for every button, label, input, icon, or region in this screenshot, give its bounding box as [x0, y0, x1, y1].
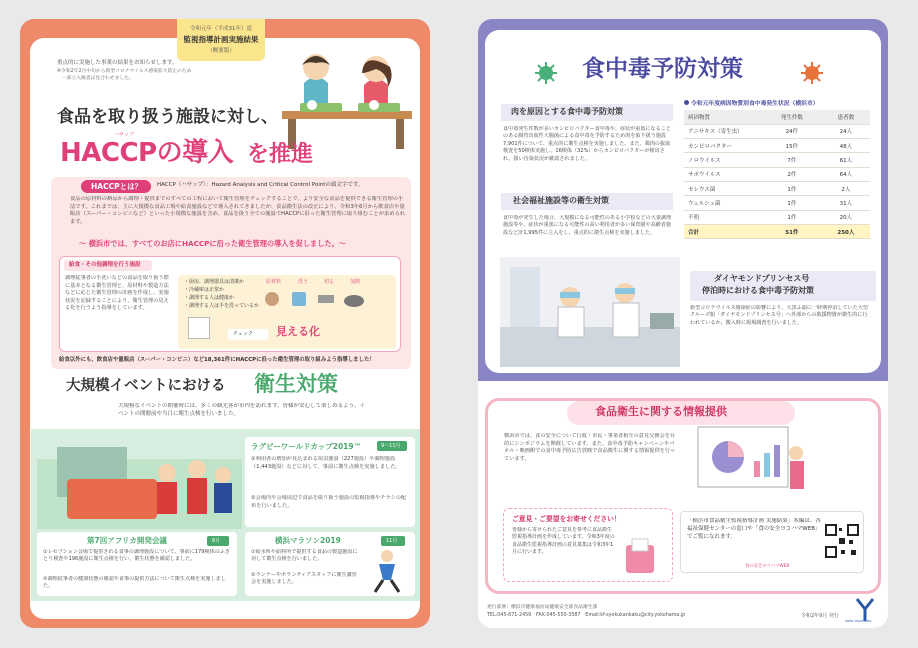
footer-publisher: 発行部署：横浜市健康福祉局健康安全部食品衛生課 [487, 605, 598, 610]
table-cell: アニサキス（寄生虫） [684, 124, 762, 138]
africa-item-2: ②調理従事者の健康状態の確認や食事の提供方法について衛生点検を実施しました。 [43, 576, 226, 590]
germ-icon-right [800, 61, 824, 85]
dp-title-1: ダイヤモンドプリンセス号 [714, 274, 810, 283]
yokohama-logo-text: OPEN YOKOHAMA [845, 619, 872, 623]
haccp-footer: 給食以外にも、飲食店や量販店（スーパー・コンビニ）など18,361件にHACCPに沿った衛生管理の取り組みよう指導しました！ [59, 357, 375, 363]
table-cell: 不明 [684, 210, 762, 224]
event-title-1: 大規模イベントにおける [66, 378, 226, 394]
meat-body: 食中毒発生件数が多いカンピロバクター食中毒や、症状が重篤になることのある腸管出血性大腸菌による食中毒を予防するため肉を取り扱う施設7,901件について、重点的に衛生点検を実施しました。また、鶏肉の抜取検査を50検体実施し、16検体（32%）からカンピロバクターが検出され、扱い汚染状況が確認されました。 [503, 126, 671, 162]
opinion-title: ご意見・ご要望をお寄せください！ [512, 515, 621, 523]
rwc-item-2: ②会場内や会場周辺で食品を取り扱う施設の監視指導やチラシの配布を行いました。 [251, 495, 407, 509]
check-label: チェック [233, 331, 253, 337]
qr-code-icon [825, 524, 859, 558]
marathon-item-2: ②ランナーやボランティアスタッフに衛生講習会を実施しました。 [251, 572, 357, 586]
table-title [684, 100, 819, 108]
kyushoku-label: 給食・その他調理を行う施設 [69, 262, 141, 268]
haccp-subheading: ～ 横浜市では、すべてのお店にHACCPに沿った衛生管理の導入を促しました。～ [79, 239, 346, 248]
africa-item-1: ①レセプション会場で提供される食事の調理施設について、事前に179検体のふきとり検査や196施設に衛生点検を行い、衛生状態を確認しました。 [43, 549, 230, 563]
plan-tag-sub: （概要版） [207, 48, 235, 54]
kyushoku-card [59, 256, 401, 352]
step-raw-material: 原材料 [266, 279, 282, 285]
table-cell: 51件 [762, 224, 822, 238]
presentation-chart-illustration [688, 423, 808, 499]
dp-title-bar [690, 271, 876, 301]
table-row [684, 124, 870, 138]
table-cell: カンピロバクター [684, 139, 762, 153]
headline-line2-main: HACCPの導入 [60, 138, 234, 168]
info-body: 横浜市では、食の安全について行政・市民・事業者相互の意見交換会を目的にシンポジウムを開催しています。また、食中毒予防キャンペーンやパネル・映画館での食中毒予防広告放映で食品衛生に関する情報提供を行っています。 [504, 433, 676, 462]
marathon-date: 11月 [386, 537, 398, 544]
table-header: 病因物質 [684, 110, 762, 124]
kyushoku-text: 調理従事者の手洗いなどの食品を取り扱う際に基本となる衛生管理と、原材料や製造方法などに応じた衛生管理の計画を作成し、実施状況を記録することにより、衛生管理の見える化を行うよう指導をしています。 [65, 275, 169, 312]
table-cell: 20人 [822, 210, 870, 224]
step-cut: 切る [324, 279, 335, 285]
rwc-item-1: ①利用者の増加が見込まれる宿泊施設（227施設）や調理施設（1,443施設）などに対して、事前に衛生点検を実施しました。 [251, 456, 401, 470]
table-cell: 24件 [762, 124, 822, 138]
haccp-box [51, 177, 411, 369]
social-body: 食中毒が発生した場合、大規模になる可能性のある小学校などの大量調理施設等や、症状が重篤になる可能性の高い利用者が多い保育園や高齢者施設など計1,995件に立入をし、重点的に衛生点検を実施しました。 [503, 215, 672, 236]
social-title: 社会福祉施設等の衛生対策 [513, 196, 609, 205]
intro-note-3: 一部立入検査は見合わせました。 [57, 76, 134, 81]
table-cell: 24人 [822, 124, 870, 138]
event-intro: 大規模なイベントの開催時には、多くの観光客が市内を訪れます。皆様が安心して楽しめるよう、イベントの開催前や当日に衛生点検を行いました。 [118, 403, 366, 417]
table-cell: セレウス菌 [684, 181, 762, 195]
table-cell: 61人 [822, 153, 870, 167]
right-title: 食中毒予防対策 [582, 56, 743, 82]
intro-note-2: ※令和2年2月中旬から新型コロナウイルス感染拡大防止のため [57, 69, 192, 74]
table-row [684, 139, 870, 153]
checklist-area [178, 275, 396, 349]
table-cell: 2件 [762, 167, 822, 181]
event-title-2: 衛生対策 [254, 372, 338, 396]
plan-tag-year: 令和元年（平成31年）度 [190, 26, 252, 32]
right-page [478, 19, 888, 628]
rwc-card [245, 437, 415, 527]
table-cell: 7件 [762, 153, 822, 167]
table-row [684, 167, 870, 181]
clipboard-icon [188, 317, 210, 339]
kyushoku-label-box [64, 260, 152, 271]
table-cell: 1件 [762, 196, 822, 210]
left-page [20, 19, 430, 628]
table-header-row [684, 110, 870, 124]
table-header: 発生件数 [762, 110, 822, 124]
step-wash: 洗う [298, 279, 309, 285]
table-cell: 15件 [762, 139, 822, 153]
footer-contact: TEL:045-671-2459 FAX:045-550-3587 Email:kf-syokukankaku@city.yokohama.jp [487, 613, 686, 618]
haccp-body: 食品の原材料の納品から調理・提供までのすべての工程において衛生管理をチェックすることで、より安全な食品を提供できる衛生管理の手法です。これまでは、主に大規模な食品工場や給食施設などで導入されてきましたが、食品衛生法の改正により、令和3年6月から飲食店や量販店（スーパー・コンビニなど）といった小規模な施設を含め、食品を扱う全ての施設でHACCPに沿った衛生管理に取り組むことが求められます。 [70, 196, 406, 226]
runner-icon [365, 548, 409, 594]
rugby-players-illustration [37, 439, 242, 529]
table-cell: 250人 [822, 224, 870, 238]
africa-title: 第7回アフリカ開発会議 [87, 536, 167, 545]
checklist-item-1: ・厨房、調理器具は清潔か [184, 279, 245, 285]
dp-title-2: 停泊時における食中毒予防対策 [702, 286, 814, 295]
headline-line1: 食品を取り扱う施設に対し、 [57, 107, 278, 127]
africa-date-badge [207, 536, 229, 546]
info-title: 食品衛生に関する情報提供 [595, 405, 727, 418]
haccp-definition: HACCP（ハサップ）：Hazard Analysis and Critical Control Pointの頭文字です。 [157, 182, 364, 188]
table-row [684, 196, 870, 210]
event-green-area [31, 429, 420, 601]
marathon-date-badge [381, 536, 405, 546]
table-cell: ウェルシュ菌 [684, 196, 762, 210]
table-title-text: 令和元年度病因物質別食中毒発生状況（横浜市） [691, 101, 819, 107]
meat-title: 肉を原因とする食中毒予防対策 [511, 107, 623, 116]
kitchen-workers-illustration [500, 257, 680, 367]
outbreak-table [684, 110, 870, 239]
plan-tag [177, 19, 265, 61]
footer-date: 令和2年9月 発行 [801, 613, 839, 619]
students-eating-illustration [282, 45, 417, 150]
table-header: 患者数 [822, 110, 870, 124]
rwc-date-badge [377, 441, 407, 451]
haccp-ruby: ハサップ [114, 132, 134, 138]
meat-title-bar [501, 104, 673, 121]
bullet-icon [684, 100, 689, 105]
table-total-row [684, 224, 870, 238]
haccp-question-badge [81, 180, 151, 193]
table-row [684, 210, 870, 224]
africa-date: 8月 [212, 537, 221, 544]
checklist-item-4: ・調理する人は手を洗っているか [184, 303, 260, 309]
table-cell: 1件 [762, 210, 822, 224]
web-label: 食の安全ヨコハマWEB [745, 564, 790, 569]
check-tag [228, 329, 268, 340]
info-title-pill [567, 401, 795, 425]
rwc-date: 9〜11月 [381, 442, 401, 449]
table-cell: サポウイルス [684, 167, 762, 181]
dp-body: 新型コロナウイルス感染症の影響により、大黒ふ頭に一時期停泊していた大型クルーズ船「ダイヤモンドプリンセス号」へ外部からの救援物資が衛生的に行われているか、搬入時に現場調査を行いました。 [690, 305, 868, 326]
cooking-steps-icons [262, 289, 382, 309]
table-cell: 1件 [762, 181, 822, 195]
table-cell: 合計 [684, 224, 762, 238]
table-cell: 48人 [822, 139, 870, 153]
table-row [684, 181, 870, 195]
mieruka-label: 見える化 [276, 325, 320, 338]
marathon-title: 横浜マラソン2019 [275, 536, 341, 545]
rwc-title: ラグビーワールドカップ2019™ [251, 442, 362, 451]
web-box [680, 511, 864, 573]
checklist-item-2: ・冷蔵庫は正常か [184, 287, 225, 293]
africa-card [37, 532, 237, 596]
intro-note-1: 重点的に実施した事業の結果をお知らせします。 [57, 60, 178, 66]
opinion-box [503, 508, 673, 582]
table-cell: 31人 [822, 196, 870, 210]
table-cell: 2人 [822, 181, 870, 195]
germ-icon-left [534, 61, 558, 85]
haccp-question-label: HACCPとは？ [91, 182, 143, 191]
table-cell: 64人 [822, 167, 870, 181]
web-text: 「横浜市食品衛生監視指導計画 実施結果」本編は、各福祉保健センターの窓口や「食の安全ヨコハマWEB」でご覧になれます。 [687, 518, 821, 540]
marathon-item-1: ①給水所や給料所で提供する食品の製造施設に対して衛生点検を行いました。 [251, 549, 358, 563]
social-title-bar [501, 193, 673, 210]
plan-tag-title: 監視指導計画実施結果 [183, 35, 259, 44]
checklist-item-3: ・調理する人は健康か [184, 295, 235, 301]
mailbox-icon [622, 537, 662, 577]
headline-line2-rest: を推進 [247, 142, 314, 167]
table-row [684, 153, 870, 167]
marathon-card [245, 532, 415, 596]
table-cell: ノロウイルス [684, 153, 762, 167]
opinion-body: 皆様から寄せられたご意見を参考に食品衛生監視指導計画を作成しています。令和3年度の食品衛生監視指導計画の意見募集は令和3年1月に行います。 [512, 527, 615, 555]
step-heat: 加熱 [350, 279, 361, 285]
